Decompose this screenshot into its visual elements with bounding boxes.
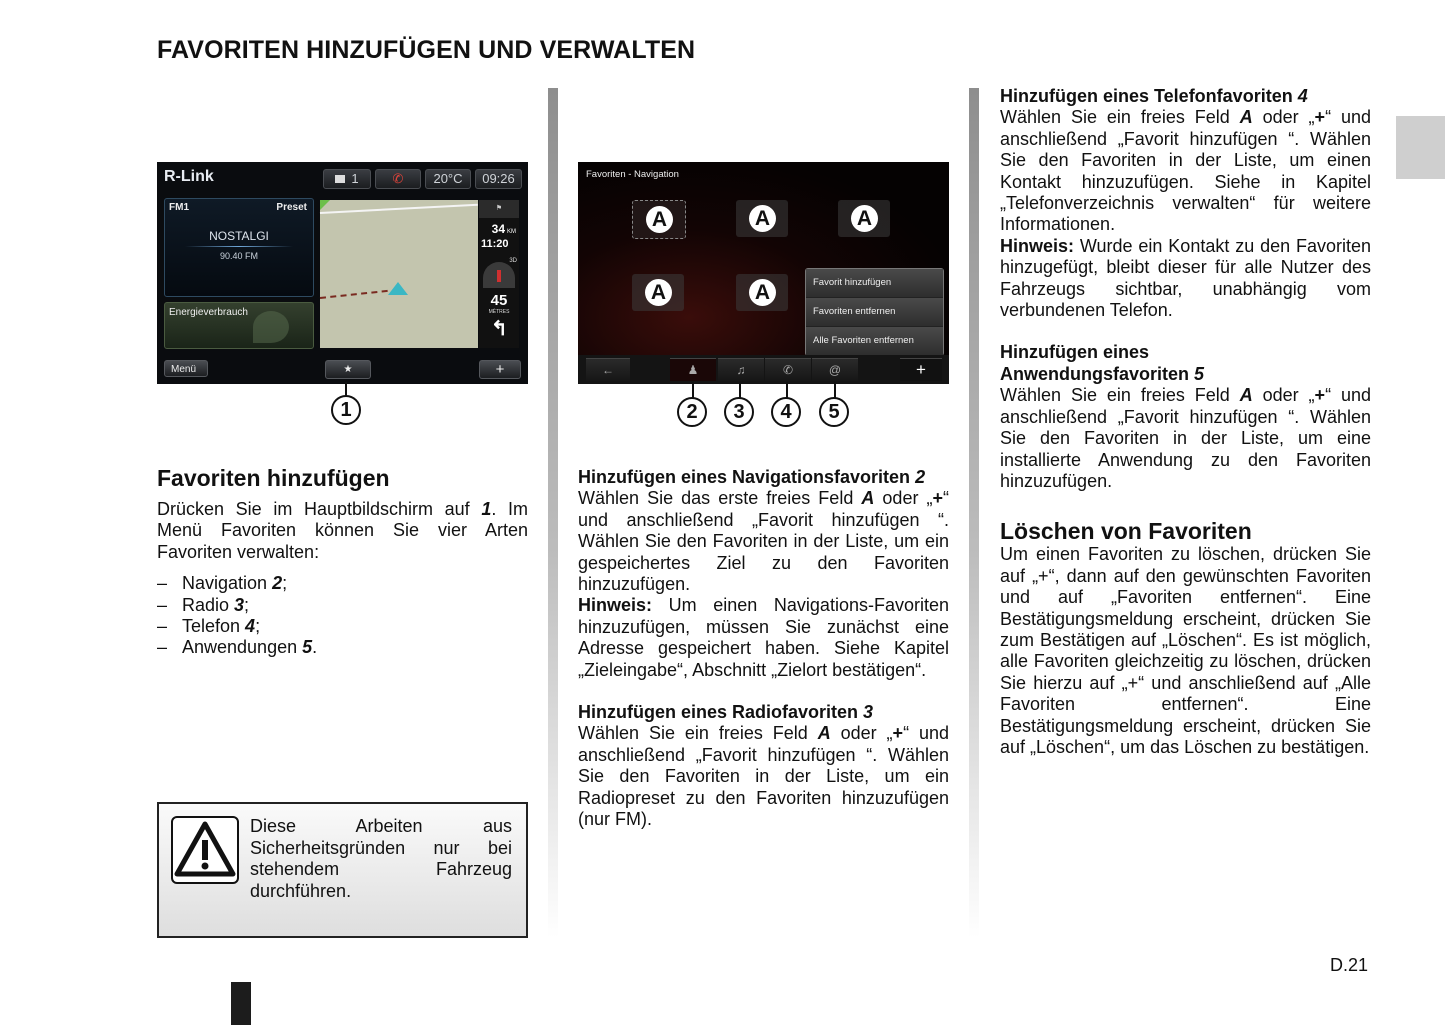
delete-favorites-heading: Löschen von Favoriten — [1000, 518, 1252, 545]
add-button[interactable]: + — [479, 360, 521, 379]
rlink-home-screenshot — [157, 162, 528, 384]
vehicle-position-icon — [388, 282, 408, 295]
callout-5: 5 — [819, 397, 849, 427]
page-title: FAVORITEN HINZUFÜGEN UND VERWALTEN — [157, 36, 696, 64]
navigation-panel[interactable] — [479, 200, 519, 348]
empty-slot-icon: A — [749, 205, 776, 232]
flag-icon: ⚑ — [479, 200, 519, 218]
navigation-favorite-text: Wählen Sie das erste freies Feld A oder „+“ und anschließend „Favorit hinzufügen “. Wählen Sie den Favoriten in der Liste, um ein gespeichertes Ziel zu den Favoriten hinzuzufügen. — [578, 488, 949, 595]
favorite-slot[interactable] — [632, 274, 684, 311]
empty-slot-icon: A — [646, 206, 673, 233]
station-name: NOSTALGI — [209, 229, 269, 243]
tab-phone[interactable]: ✆ — [765, 358, 811, 381]
turn-left-arrow-icon: ↰ — [491, 318, 508, 340]
safety-warning-box — [157, 802, 528, 938]
intro-paragraph: Drücken Sie im Hauptbildschirm auf 1. Im Menü Favoriten können Sie vier Arten Favoriten verwalten: — [157, 499, 528, 562]
tab-radio[interactable]: ♫ — [718, 358, 764, 381]
list-item: – Navigation 2; — [157, 573, 288, 594]
callout-leader — [345, 382, 347, 396]
page-edge-marker — [231, 982, 251, 1025]
app-favorite-heading: Hinzufügen eines Anwendungsfavoriten 5 — [1000, 342, 1205, 384]
menu-item-add-favorite[interactable]: Favorit hinzufügen — [806, 269, 943, 298]
chapter-tab-marker — [1396, 116, 1445, 179]
callout-leader — [786, 382, 788, 398]
app-favorite-text: Wählen Sie ein freies Feld A oder „+“ und anschließend „Favorit hinzufügen “. Wählen Sie den Favoriten in der Liste, um eine installierte Anwendung zu den Favoriten hinzuzufügen. — [1000, 385, 1372, 491]
map-road — [320, 204, 478, 214]
callout-3: 3 — [724, 397, 754, 427]
station-frequency: 90.40 FM — [219, 251, 259, 261]
radio-favorite-heading: Hinzufügen eines Radiofavoriten 3 — [578, 702, 874, 723]
route-line — [320, 290, 388, 299]
column-2 — [578, 467, 949, 831]
missed-call-icon: ✆ — [375, 169, 421, 189]
tab-navigation[interactable]: ♟ — [670, 358, 716, 381]
message-icon — [335, 175, 345, 183]
empty-slot-icon: A — [645, 279, 672, 306]
arrival-time: 11:20 — [481, 238, 509, 250]
column-1 — [157, 465, 528, 659]
warning-icon — [171, 816, 239, 884]
turn-distance-unit: MÈTRES — [488, 309, 510, 315]
section-heading: Favoriten hinzufügen — [157, 465, 390, 491]
clock: 09:26 — [475, 169, 522, 189]
radio-widget[interactable] — [164, 198, 314, 297]
favorites-button[interactable]: ★ — [325, 360, 371, 379]
callout-1: 1 — [331, 395, 361, 425]
column-divider — [969, 88, 979, 938]
tab-applications[interactable]: @ — [812, 358, 858, 381]
callout-4: 4 — [771, 397, 801, 427]
favorites-tab-bar — [578, 355, 949, 384]
radio-band: FM1 — [169, 202, 189, 213]
empty-slot-icon: A — [851, 205, 878, 232]
map-area-corner — [320, 200, 330, 210]
list-item: – Radio 3; — [157, 594, 250, 615]
tuner-line — [185, 246, 293, 247]
favorite-slot[interactable] — [736, 274, 788, 311]
favorites-navigation-screenshot — [578, 162, 949, 384]
menu-item-remove-all-favorites[interactable]: Alle Favoriten entfernen — [806, 327, 943, 356]
favorites-context-menu — [805, 268, 944, 356]
turn-distance: 45 — [490, 292, 508, 309]
phone-favorite-heading: Hinzufügen eines Telefonfavoriten 4 — [1000, 86, 1308, 106]
add-button[interactable]: + — [900, 358, 942, 381]
compass-icon — [483, 262, 515, 288]
screen-title: Favoriten - Navigation — [586, 169, 679, 180]
phone-favorite-text: Wählen Sie ein freies Feld A oder „+“ und anschließend „Favorit hinzufügen “. Wählen Sie den Favoriten in der Liste, um einen Kontakt hinzuzufügen. Siehe in Kapitel „Telefonverzeichnis verwalten“ für weitere Informationen. — [1000, 107, 1372, 235]
menu-button[interactable]: Menü — [164, 360, 208, 377]
radio-preset: Preset — [276, 202, 307, 213]
temperature: 20°C — [425, 169, 471, 189]
menu-item-remove-favorite[interactable]: Favoriten entfernen — [806, 298, 943, 327]
energy-widget[interactable] — [164, 302, 314, 349]
message-status: 1 — [323, 169, 371, 189]
navigation-favorite-note: Hinweis: Um einen Navigations-Favoriten hinzuzufügen, müssen Sie zunächst eine Adresse gespeichert haben. Siehe Kapitel „Zieleingabe“, Abschnitt „Zielort bestätigen“. — [578, 595, 949, 680]
list-item: – Telefon 4; — [157, 616, 261, 637]
phone-favorite-note: Hinweis: Wurde ein Kontakt zu den Favoriten hinzugefügt, bleibt dieser für alle Nutzer des Fahrzeugs sichtbar, unabhängig vom verbundenen Telefon. — [1000, 235, 1371, 321]
column-divider — [548, 88, 558, 938]
radio-favorite-text: Wählen Sie ein freies Feld A oder „+“ und anschließend „Favorit hinzufügen “. Wählen Sie den Favoriten in der Liste, um ein Radiopreset zu den Favoriten hinzuzufügen (nur FM). — [578, 723, 950, 830]
distance-remaining: 34 KM — [491, 222, 516, 236]
callout-leader — [692, 382, 694, 398]
map-view[interactable] — [320, 200, 478, 348]
delete-favorites-text: Um einen Favoriten zu löschen, drücken Sie auf „+“, dann auf den gewünschten Favoriten und auf „Favoriten entfernen“. Eine Bestätigungsmeldung erscheint, drücken Sie zum Bestätigen auf „Löschen“. Es ist möglich, alle Favoriten gleichzeitig zu löschen, drücken Sie hierzu auf „+“ und anschließend auf „Alle Favoriten entfernen“. Eine Bestätigungsmeldung erscheint, drücken Sie auf „Löschen“, um das Löschen zu bestätigen. — [1000, 544, 1371, 757]
callout-leader — [834, 382, 836, 398]
page-number: D.21 — [1330, 955, 1369, 975]
favorite-slot[interactable] — [736, 200, 788, 237]
navigation-favorite-heading: Hinzufügen eines Navigationsfavoriten 2 — [578, 467, 926, 487]
favorite-types-list — [157, 573, 528, 659]
leaf-icon — [253, 311, 289, 343]
warning-text: Diese Arbeiten aus Sicherheitsgründen nur bei stehendem Fahrzeug durchführen. — [250, 816, 512, 901]
column-3 — [1000, 86, 1371, 758]
rlink-logo: R-Link — [164, 168, 214, 185]
callout-2: 2 — [677, 397, 707, 427]
empty-slot-icon: A — [749, 279, 776, 306]
favorite-slot[interactable] — [838, 200, 890, 237]
list-item: – Anwendungen 5. — [157, 637, 318, 658]
callout-leader — [739, 382, 741, 398]
view-mode: 3D — [509, 258, 517, 264]
favorite-slot[interactable] — [632, 200, 686, 239]
back-button[interactable]: ← — [586, 358, 630, 381]
energy-label: Energieverbrauch — [169, 307, 248, 318]
